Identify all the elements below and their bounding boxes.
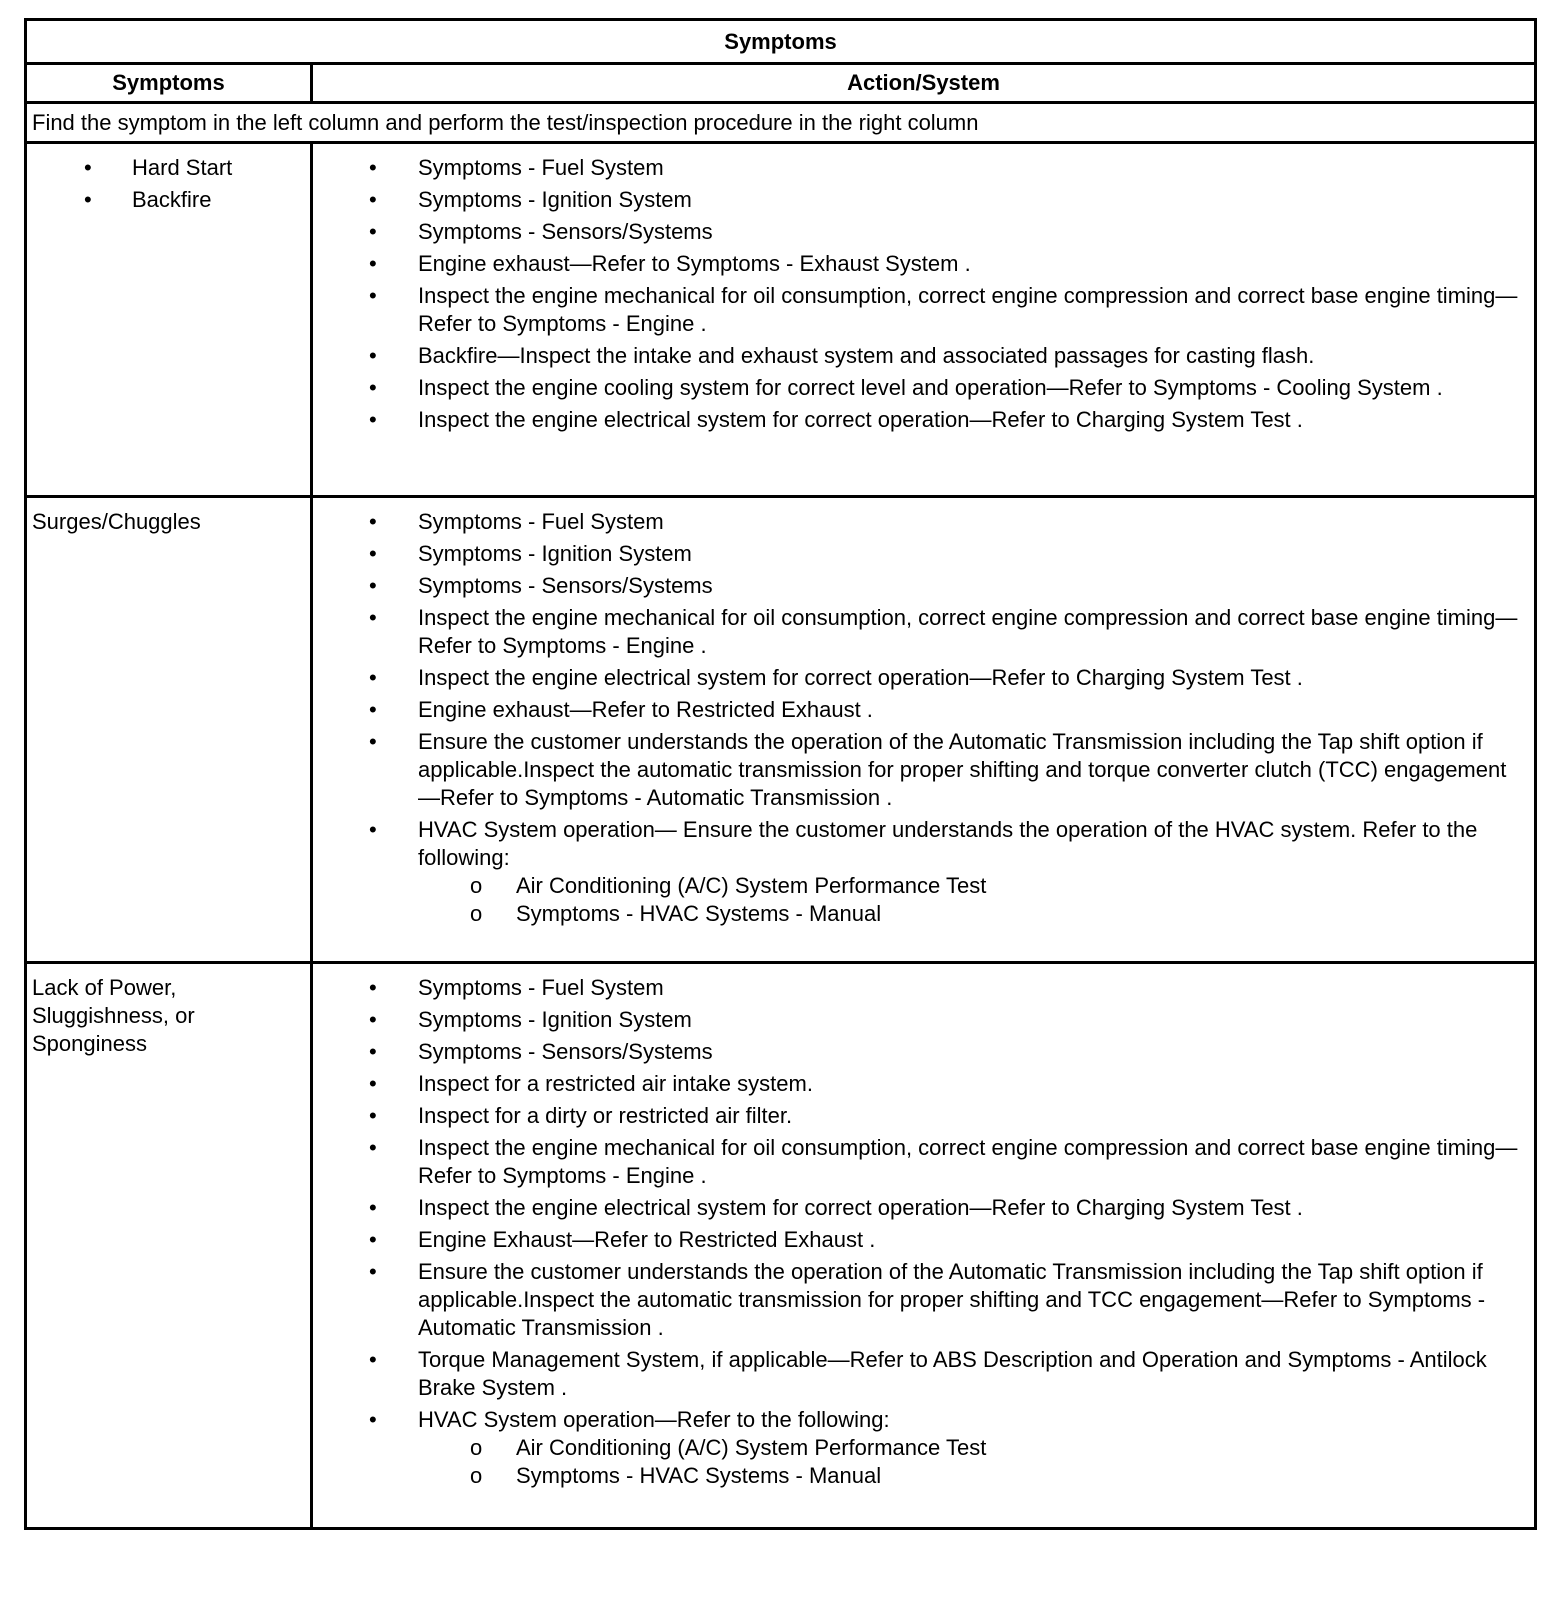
symptoms-table	[24, 18, 1537, 1530]
action-item: • Symptoms - Ignition System	[313, 186, 1524, 214]
action-cell	[312, 143, 1536, 497]
action-item: • Symptoms - Fuel System	[313, 508, 1524, 536]
action-item: • Inspect the engine electrical system for correct operation—Refer to Charging System Test .	[313, 664, 1524, 692]
table-title: Symptoms	[26, 20, 1536, 64]
symptom-item: • Hard Start	[32, 154, 304, 186]
sub-action-item: o Air Conditioning (A/C) System Performance Test	[418, 872, 1524, 900]
sub-action-item: o Symptoms - HVAC Systems - Manual	[418, 900, 1524, 928]
action-item: • Engine Exhaust—Refer to Restricted Exhaust .	[313, 1226, 1524, 1254]
action-item: • Inspect for a dirty or restricted air filter.	[313, 1102, 1524, 1130]
symptoms-column-header: Symptoms	[26, 64, 312, 103]
table-row	[26, 143, 1536, 497]
action-column-header: Action/System	[312, 64, 1536, 103]
action-item: • Symptoms - Ignition System	[313, 1006, 1524, 1034]
action-item: • Ensure the customer understands the operation of the Automatic Transmission including the Tap shift option if applicable.Inspect the automatic transmission for proper shifting and torque converter clutch (TCC) engagement—Refer to Symptoms - Automatic Transmission .	[313, 728, 1524, 812]
instruction-text: Find the symptom in the left column and perform the test/inspection procedure in the right column	[26, 103, 1536, 143]
action-item: • Torque Management System, if applicable—Refer to ABS Description and Operation and Symptoms - Antilock Brake System .	[313, 1346, 1524, 1402]
action-item: • Backfire—Inspect the intake and exhaust system and associated passages for casting flash.	[313, 342, 1524, 370]
action-item: • Ensure the customer understands the operation of the Automatic Transmission including the Tap shift option if applicable.Inspect the automatic transmission for proper shifting and TCC engagement—Refer to Symptoms - Automatic Transmission .	[313, 1258, 1524, 1342]
action-item: • Inspect the engine mechanical for oil consumption, correct engine compression and correct base engine timing—Refer to Symptoms - Engine .	[313, 282, 1524, 338]
action-item: • Inspect for a restricted air intake system.	[313, 1070, 1524, 1098]
action-item-with-sublist	[313, 816, 1524, 928]
symptom-item: • Backfire	[32, 186, 304, 218]
action-cell	[312, 963, 1536, 1529]
action-item: • Inspect the engine electrical system for correct operation—Refer to Charging System Test .	[313, 1194, 1524, 1222]
action-item: • Symptoms - Fuel System	[313, 154, 1524, 182]
symptom-cell	[26, 143, 312, 497]
action-item: • Symptoms - Sensors/Systems	[313, 572, 1524, 600]
action-item-text: HVAC System operation—Refer to the following:	[418, 1407, 890, 1432]
action-item: • Inspect the engine cooling system for correct level and operation—Refer to Symptoms - Cooling System .	[313, 374, 1524, 402]
action-item: • Inspect the engine mechanical for oil consumption, correct engine compression and correct base engine timing—Refer to Symptoms - Engine .	[313, 604, 1524, 660]
action-item-with-sublist	[313, 1406, 1524, 1490]
sub-action-item: o Air Conditioning (A/C) System Performance Test	[418, 1434, 1524, 1462]
table-row	[26, 497, 1536, 963]
action-item: • Symptoms - Ignition System	[313, 540, 1524, 568]
symptom-cell: Surges/Chuggles	[26, 497, 312, 963]
action-item: • Symptoms - Sensors/Systems	[313, 1038, 1524, 1066]
action-item: • Inspect the engine electrical system for correct operation—Refer to Charging System Test .	[313, 406, 1524, 434]
action-item: • Engine exhaust—Refer to Symptoms - Exhaust System .	[313, 250, 1524, 278]
action-item: • Engine exhaust—Refer to Restricted Exhaust .	[313, 696, 1524, 724]
action-item: • Inspect the engine mechanical for oil consumption, correct engine compression and correct base engine timing—Refer to Symptoms - Engine .	[313, 1134, 1524, 1190]
action-item: • Symptoms - Sensors/Systems	[313, 218, 1524, 246]
sub-action-item: o Symptoms - HVAC Systems - Manual	[418, 1462, 1524, 1490]
table-row	[26, 963, 1536, 1529]
symptom-cell: Lack of Power, Sluggishness, or Sponginess	[26, 963, 312, 1529]
action-item: • Symptoms - Fuel System	[313, 974, 1524, 1002]
action-item-text: HVAC System operation— Ensure the customer understands the operation of the HVAC system. Refer to the following:	[418, 817, 1478, 870]
action-cell	[312, 497, 1536, 963]
